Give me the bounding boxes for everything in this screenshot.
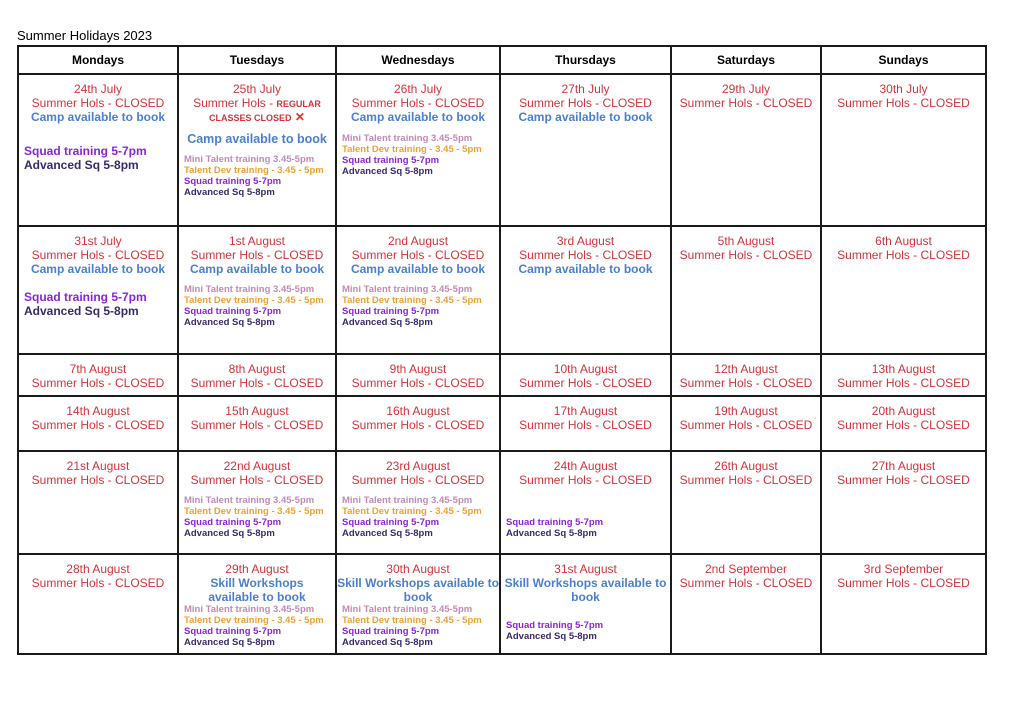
advanced-squad: Advanced Sq 5-8pm	[184, 187, 275, 198]
squad-training: Squad training 5-7pm	[184, 176, 282, 187]
day-cell	[336, 226, 500, 354]
header-row	[18, 46, 986, 74]
date-label: 30th July	[879, 82, 928, 96]
day-cell	[500, 74, 671, 226]
squad-training: Squad training 5-7pm	[506, 517, 604, 528]
advanced-squad: Advanced Sq 5-8pm	[184, 637, 275, 648]
day-cell	[821, 396, 986, 451]
talent-dev-training: Talent Dev training - 3.45 - 5pm	[184, 165, 324, 176]
mini-talent-training: Mini Talent training 3.45-5pm	[342, 133, 473, 144]
closed-note: Summer Hols - CLOSED	[31, 248, 165, 262]
camp-note: Camp available to book	[30, 110, 166, 124]
day-cell	[671, 354, 821, 396]
date-label: 22nd August	[223, 459, 291, 473]
day-cell	[178, 226, 336, 354]
advanced-squad: Advanced Sq 5-8pm	[184, 528, 275, 539]
squad-training: Squad training 5-7pm	[184, 626, 282, 637]
day-cell	[178, 451, 336, 554]
date-label: 13th August	[871, 362, 936, 376]
date-label: 3rd September	[863, 562, 944, 576]
date-label: 24th August	[553, 459, 618, 473]
date-label: 8th August	[228, 362, 286, 376]
day-cell	[336, 354, 500, 396]
closed-note: Summer Hols - CLOSED	[351, 418, 485, 432]
talent-dev-training: Talent Dev training - 3.45 - 5pm	[184, 506, 324, 517]
talent-dev-training: Talent Dev training - 3.45 - 5pm	[342, 295, 482, 306]
squad-training: Squad training 5-7pm	[506, 620, 604, 631]
mini-talent-training: Mini Talent training 3.45-5pm	[184, 604, 315, 615]
week-row	[18, 396, 986, 451]
advanced-squad: Advanced Sq 5-8pm	[24, 304, 139, 318]
mini-talent-training: Mini Talent training 3.45-5pm	[342, 495, 473, 506]
closed-note: Summer Hols - CLOSED	[679, 418, 813, 432]
closed-note: Summer Hols - CLOSED	[519, 248, 652, 262]
advanced-squad: Advanced Sq 5-8pm	[506, 631, 597, 642]
date-label: 14th August	[66, 404, 130, 418]
advanced-squad: Advanced Sq 5-8pm	[24, 158, 139, 172]
date-label: 20th August	[871, 404, 936, 418]
header-saturdays: Saturdays	[671, 46, 821, 74]
camp-note: Camp available to book	[518, 110, 653, 124]
day-cell	[671, 74, 821, 226]
week-row	[18, 74, 986, 226]
squad-training: Squad training 5-7pm	[342, 306, 440, 317]
date-label: 2nd September	[704, 562, 788, 576]
regular-closed-note: REGULAR CLASSES CLOSED	[209, 99, 321, 123]
date-label: 12th August	[714, 362, 778, 376]
skill-workshops-note: Skill Workshops available to book	[208, 576, 306, 604]
advanced-squad: Advanced Sq 5-8pm	[342, 317, 433, 328]
day-cell	[18, 554, 178, 654]
closed-note: Summer Hols - CLOSED	[679, 96, 813, 110]
date-label: 21st August	[66, 459, 130, 473]
date-label: 28th August	[66, 562, 130, 576]
closed-note: Summer Hols - CLOSED	[837, 248, 970, 262]
date-label: 19th August	[714, 404, 778, 418]
day-cell	[336, 554, 500, 654]
mini-talent-training: Mini Talent training 3.45-5pm	[184, 495, 315, 506]
day-cell	[178, 396, 336, 451]
advanced-squad: Advanced Sq 5-8pm	[342, 166, 433, 177]
date-label: 26th July	[393, 82, 443, 96]
schedule-table	[17, 45, 987, 655]
date-label: 31st July	[74, 234, 122, 248]
day-cell	[821, 74, 986, 226]
talent-dev-training: Talent Dev training - 3.45 - 5pm	[184, 295, 324, 306]
day-cell	[18, 226, 178, 354]
closed-note: Summer Hols - CLOSED	[190, 376, 324, 390]
date-label: 6th August	[875, 234, 932, 248]
skill-workshops-note: Skill Workshops available to book	[504, 576, 667, 604]
week-row	[18, 451, 986, 554]
squad-training: Squad training 5-7pm	[184, 306, 282, 317]
mini-talent-training: Mini Talent training 3.45-5pm	[184, 154, 315, 165]
closed-note: Summer Hols - CLOSED	[837, 473, 970, 487]
date-label: 25th July	[232, 82, 282, 96]
week-row	[18, 354, 986, 396]
day-cell	[500, 451, 671, 554]
day-cell	[671, 451, 821, 554]
day-cell	[178, 74, 336, 226]
closed-note: Summer Hols - CLOSED	[351, 96, 485, 110]
closed-note: Summer Hols - CLOSED	[31, 96, 165, 110]
closed-note: Summer Hols - CLOSED	[190, 473, 324, 487]
date-label: 24th July	[73, 82, 123, 96]
date-label: 15th August	[225, 404, 289, 418]
camp-note: Camp available to book	[350, 110, 486, 124]
squad-training: Squad training 5-7pm	[342, 517, 440, 528]
camp-note: Camp available to book	[189, 262, 325, 276]
day-cell	[500, 354, 671, 396]
squad-training: Squad training 5-7pm	[24, 144, 147, 158]
day-cell	[500, 554, 671, 654]
closed-note: Summer Hols - CLOSED	[519, 418, 652, 432]
day-cell	[500, 226, 671, 354]
closed-note: Summer Hols - CLOSED	[837, 576, 970, 590]
cross-icon: ✕	[294, 110, 305, 124]
date-label: 1st August	[228, 234, 286, 248]
date-label: 10th August	[553, 362, 618, 376]
header-tuesdays: Tuesdays	[178, 46, 336, 74]
closed-note: Summer Hols - CLOSED	[31, 418, 165, 432]
closed-note: Summer Hols - CLOSED	[31, 473, 165, 487]
closed-note: Summer Hols - CLOSED	[351, 473, 485, 487]
date-label: 17th August	[553, 404, 618, 418]
skill-workshops-note: Skill Workshops available to book	[337, 576, 499, 604]
date-label: 31st August	[554, 562, 617, 576]
mini-talent-training: Mini Talent training 3.45-5pm	[342, 284, 473, 295]
day-cell	[18, 74, 178, 226]
day-cell	[821, 451, 986, 554]
week-row	[18, 226, 986, 354]
closed-note: Summer Hols - CLOSED	[190, 248, 324, 262]
hols-prefix: Summer Hols -	[193, 96, 277, 110]
closed-note: Summer Hols - CLOSED	[837, 418, 970, 432]
advanced-squad: Advanced Sq 5-8pm	[184, 317, 275, 328]
day-cell	[178, 354, 336, 396]
closed-note: Summer Hols - CLOSED	[679, 376, 813, 390]
header-mondays: Mondays	[18, 46, 178, 74]
day-cell	[18, 354, 178, 396]
day-cell	[821, 354, 986, 396]
day-cell	[821, 554, 986, 654]
camp-note: Camp available to book	[187, 132, 327, 146]
closed-note	[179, 96, 335, 124]
date-label: 2nd August	[387, 234, 449, 248]
date-label: 29th July	[721, 82, 771, 96]
camp-note: Camp available to book	[350, 262, 486, 276]
date-label: 26th August	[714, 459, 778, 473]
header-wednesdays: Wednesdays	[336, 46, 500, 74]
date-label: 29th August	[225, 562, 289, 576]
closed-note: Summer Hols - CLOSED	[837, 376, 970, 390]
day-cell	[671, 396, 821, 451]
date-label: 23rd August	[385, 459, 451, 473]
day-cell	[671, 554, 821, 654]
squad-training: Squad training 5-7pm	[24, 290, 147, 304]
talent-dev-training: Talent Dev training - 3.45 - 5pm	[184, 615, 324, 626]
closed-note: Summer Hols - CLOSED	[31, 576, 165, 590]
closed-note: Summer Hols - CLOSED	[190, 418, 324, 432]
closed-note: Summer Hols - CLOSED	[679, 473, 813, 487]
day-cell	[500, 396, 671, 451]
day-cell	[18, 451, 178, 554]
camp-note: Camp available to book	[518, 262, 653, 276]
day-cell	[178, 554, 336, 654]
day-cell	[336, 451, 500, 554]
day-cell	[18, 396, 178, 451]
closed-note: Summer Hols - CLOSED	[351, 248, 485, 262]
day-cell	[821, 226, 986, 354]
day-cell	[336, 74, 500, 226]
mini-talent-training: Mini Talent training 3.45-5pm	[184, 284, 315, 295]
camp-note: Camp available to book	[30, 262, 166, 276]
closed-note: Summer Hols - CLOSED	[837, 96, 970, 110]
advanced-squad: Advanced Sq 5-8pm	[342, 637, 433, 648]
talent-dev-training: Talent Dev training - 3.45 - 5pm	[342, 506, 482, 517]
mini-talent-training: Mini Talent training 3.45-5pm	[342, 604, 473, 615]
talent-dev-training: Talent Dev training - 3.45 - 5pm	[342, 144, 482, 155]
week-row	[18, 554, 986, 654]
advanced-squad: Advanced Sq 5-8pm	[506, 528, 597, 539]
date-label: 27th August	[871, 459, 936, 473]
closed-note: Summer Hols - CLOSED	[519, 376, 652, 390]
day-cell	[671, 226, 821, 354]
squad-training: Squad training 5-7pm	[342, 155, 440, 166]
date-label: 3rd August	[556, 234, 615, 248]
closed-note: Summer Hols - CLOSED	[519, 96, 652, 110]
date-label: 30th August	[386, 562, 450, 576]
header-thursdays: Thursdays	[500, 46, 671, 74]
date-label: 9th August	[389, 362, 447, 376]
closed-note: Summer Hols - CLOSED	[519, 473, 652, 487]
date-label: 7th August	[69, 362, 127, 376]
document-title: Summer Holidays 2023	[17, 28, 153, 43]
day-cell	[336, 396, 500, 451]
date-label: 27th July	[561, 82, 610, 96]
closed-note: Summer Hols - CLOSED	[31, 376, 165, 390]
squad-training: Squad training 5-7pm	[342, 626, 440, 637]
header-sundays: Sundays	[821, 46, 986, 74]
date-label: 16th August	[386, 404, 450, 418]
talent-dev-training: Talent Dev training - 3.45 - 5pm	[342, 615, 482, 626]
squad-training: Squad training 5-7pm	[184, 517, 282, 528]
closed-note: Summer Hols - CLOSED	[679, 576, 813, 590]
advanced-squad: Advanced Sq 5-8pm	[342, 528, 433, 539]
date-label: 5th August	[717, 234, 775, 248]
closed-note: Summer Hols - CLOSED	[679, 248, 813, 262]
closed-note: Summer Hols - CLOSED	[351, 376, 485, 390]
